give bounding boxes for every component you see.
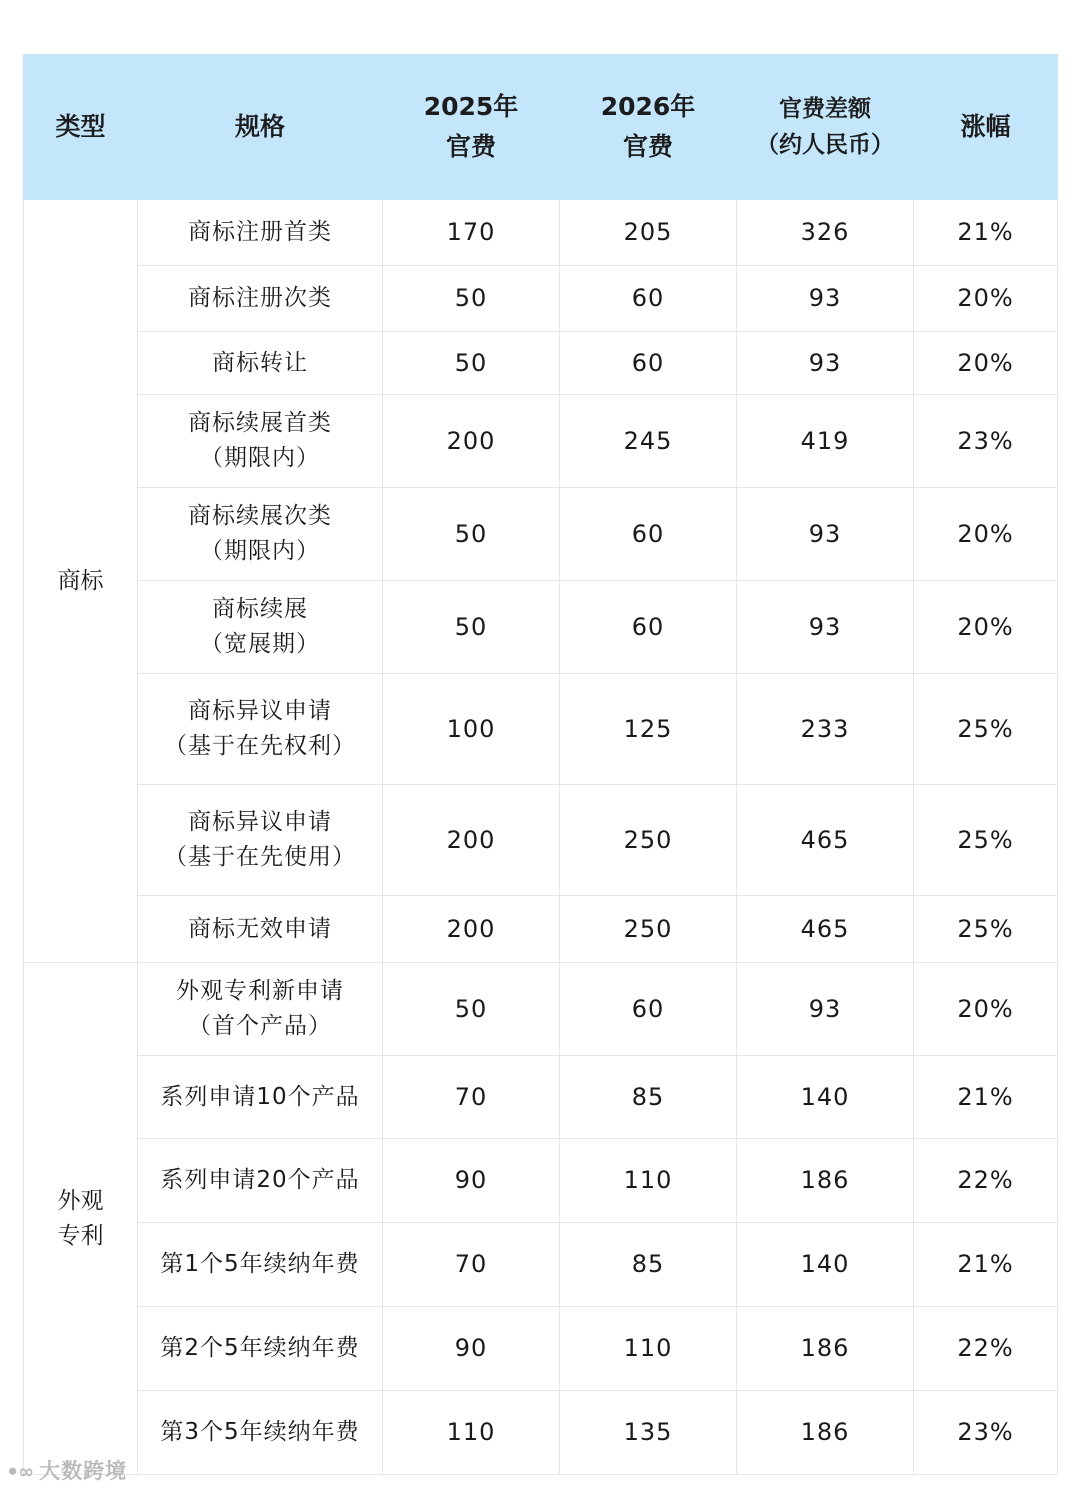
spec-cell bbox=[138, 963, 383, 1056]
fee-2025-cell: 50 bbox=[383, 488, 560, 581]
spec-cell bbox=[138, 1139, 383, 1223]
table-row bbox=[24, 674, 1058, 785]
type-cell-line: 专利 bbox=[57, 1222, 104, 1249]
fee-diff-cell: 93 bbox=[737, 332, 914, 395]
fee-2025-cell: 50 bbox=[383, 963, 560, 1056]
fee-diff-cell: 419 bbox=[737, 395, 914, 488]
table-body bbox=[24, 200, 1058, 1475]
spec-cell bbox=[138, 896, 383, 963]
fee-diff-cell: 186 bbox=[737, 1391, 914, 1475]
fee-2025-cell: 200 bbox=[383, 395, 560, 488]
table-row bbox=[24, 332, 1058, 395]
fee-diff-cell: 140 bbox=[737, 1223, 914, 1307]
table-row bbox=[24, 200, 1058, 266]
table-row bbox=[24, 266, 1058, 332]
fee-2025-cell: 50 bbox=[383, 266, 560, 332]
type-cell bbox=[24, 963, 138, 1475]
fee-diff-cell: 465 bbox=[737, 896, 914, 963]
spec-cell bbox=[138, 395, 383, 488]
fee-2025-cell: 50 bbox=[383, 332, 560, 395]
spec-cell-line: （期限内） bbox=[200, 538, 320, 564]
fee-2026-cell: 245 bbox=[560, 395, 737, 488]
fee-2025-cell: 200 bbox=[383, 896, 560, 963]
spec-cell bbox=[138, 785, 383, 896]
fee-2026-cell: 85 bbox=[560, 1223, 737, 1307]
spec-cell bbox=[138, 581, 383, 674]
header-fee-2025-line2: 官费 bbox=[445, 132, 496, 161]
fee-diff-cell: 93 bbox=[737, 963, 914, 1056]
table-row bbox=[24, 1391, 1058, 1475]
fee-comparison-table-wrap bbox=[23, 54, 1057, 1475]
fee-2026-cell: 110 bbox=[560, 1139, 737, 1223]
fee-diff-cell: 93 bbox=[737, 488, 914, 581]
type-cell-line: 商标 bbox=[57, 567, 104, 594]
rise-cell: 21% bbox=[914, 1056, 1058, 1139]
rise-cell: 20% bbox=[914, 332, 1058, 395]
spec-cell-line: 商标注册首类 bbox=[188, 219, 332, 245]
table-header-row bbox=[24, 55, 1058, 200]
fee-2026-cell: 135 bbox=[560, 1391, 737, 1475]
rise-cell: 22% bbox=[914, 1307, 1058, 1391]
fee-diff-cell: 465 bbox=[737, 785, 914, 896]
fee-2026-cell: 60 bbox=[560, 963, 737, 1056]
rise-cell: 23% bbox=[914, 395, 1058, 488]
spec-cell bbox=[138, 266, 383, 332]
spec-cell-line: 商标无效申请 bbox=[188, 915, 332, 942]
spec-cell-line: 商标异议申请 bbox=[188, 809, 332, 835]
header-fee-2025-line1: 2025年 bbox=[423, 92, 519, 121]
fee-2026-cell: 60 bbox=[560, 332, 737, 395]
spec-cell-line: （基于在先使用） bbox=[164, 844, 356, 870]
type-cell bbox=[24, 200, 138, 963]
fee-2026-cell: 125 bbox=[560, 674, 737, 785]
fee-2026-cell: 110 bbox=[560, 1307, 737, 1391]
type-cell-line: 外观 bbox=[57, 1187, 104, 1214]
fee-diff-cell: 233 bbox=[737, 674, 914, 785]
table-row bbox=[24, 896, 1058, 963]
spec-cell-line: 外观专利新申请 bbox=[176, 978, 344, 1004]
header-type: 类型 bbox=[24, 55, 138, 200]
spec-cell bbox=[138, 200, 383, 266]
header-fee-2026-line2: 官费 bbox=[622, 132, 673, 161]
spec-cell bbox=[138, 1223, 383, 1307]
fee-2026-cell: 250 bbox=[560, 785, 737, 896]
table-row bbox=[24, 581, 1058, 674]
spec-cell-line: 系列申请10个产品 bbox=[160, 1083, 360, 1110]
spec-cell-line: 商标续展首类 bbox=[188, 410, 332, 436]
rise-cell: 23% bbox=[914, 1391, 1058, 1475]
watermark-text: 大数跨境 bbox=[39, 1459, 128, 1483]
fee-diff-cell: 140 bbox=[737, 1056, 914, 1139]
fee-2026-cell: 60 bbox=[560, 266, 737, 332]
watermark bbox=[8, 1455, 127, 1485]
spec-cell-line: 系列申请20个产品 bbox=[160, 1167, 360, 1193]
spec-cell bbox=[138, 332, 383, 395]
spec-cell-line: （首个产品） bbox=[188, 1013, 332, 1039]
spec-cell bbox=[138, 1056, 383, 1139]
fee-comparison-table bbox=[23, 54, 1058, 1475]
rise-cell: 21% bbox=[914, 1223, 1058, 1307]
spec-cell-line: 第1个5年续纳年费 bbox=[160, 1251, 360, 1277]
header-fee-diff bbox=[737, 55, 914, 200]
spec-cell bbox=[138, 1307, 383, 1391]
spec-cell-line: 第3个5年续纳年费 bbox=[160, 1419, 360, 1445]
header-spec: 规格 bbox=[138, 55, 383, 200]
fee-2025-cell: 90 bbox=[383, 1307, 560, 1391]
spec-cell-line: 商标续展 bbox=[212, 596, 308, 622]
table-row bbox=[24, 1056, 1058, 1139]
fee-diff-cell: 186 bbox=[737, 1139, 914, 1223]
spec-cell bbox=[138, 488, 383, 581]
fee-2025-cell: 70 bbox=[383, 1056, 560, 1139]
table-row bbox=[24, 1223, 1058, 1307]
fee-2026-cell: 60 bbox=[560, 488, 737, 581]
header-fee-2026-line1: 2026年 bbox=[600, 92, 696, 121]
table-row bbox=[24, 1307, 1058, 1391]
table-row bbox=[24, 963, 1058, 1056]
fee-2025-cell: 110 bbox=[383, 1391, 560, 1475]
fee-2025-cell: 170 bbox=[383, 200, 560, 266]
spec-cell-line: （期限内） bbox=[200, 445, 320, 471]
header-fee-2026 bbox=[560, 55, 737, 200]
rise-cell: 21% bbox=[914, 200, 1058, 266]
fee-diff-cell: 93 bbox=[737, 581, 914, 674]
fee-2025-cell: 200 bbox=[383, 785, 560, 896]
fee-diff-cell: 186 bbox=[737, 1307, 914, 1391]
table-row bbox=[24, 1139, 1058, 1223]
fee-diff-cell: 93 bbox=[737, 266, 914, 332]
fee-2026-cell: 60 bbox=[560, 581, 737, 674]
spec-cell-line: 商标注册次类 bbox=[188, 285, 332, 311]
spec-cell bbox=[138, 1391, 383, 1475]
fee-2026-cell: 85 bbox=[560, 1056, 737, 1139]
fee-diff-cell: 326 bbox=[737, 200, 914, 266]
fee-2025-cell: 90 bbox=[383, 1139, 560, 1223]
table-row bbox=[24, 785, 1058, 896]
spec-cell-line: 商标续展次类 bbox=[188, 503, 332, 529]
rise-cell: 25% bbox=[914, 785, 1058, 896]
rise-cell: 20% bbox=[914, 581, 1058, 674]
watermark-logo-icon: ꔷ∞ bbox=[8, 1461, 36, 1483]
rise-cell: 20% bbox=[914, 488, 1058, 581]
rise-cell: 25% bbox=[914, 674, 1058, 785]
rise-cell: 25% bbox=[914, 896, 1058, 963]
fee-2025-cell: 50 bbox=[383, 581, 560, 674]
spec-cell-line: （宽展期） bbox=[200, 631, 320, 657]
fee-2025-cell: 70 bbox=[383, 1223, 560, 1307]
table-row bbox=[24, 488, 1058, 581]
fee-2026-cell: 205 bbox=[560, 200, 737, 266]
header-fee-diff-line1: 官费差额 bbox=[779, 96, 871, 122]
rise-cell: 20% bbox=[914, 963, 1058, 1056]
spec-cell-line: 商标异议申请 bbox=[188, 698, 332, 724]
spec-cell-line: （基于在先权利） bbox=[164, 733, 356, 759]
header-fee-2025 bbox=[383, 55, 560, 200]
table-row bbox=[24, 395, 1058, 488]
spec-cell bbox=[138, 674, 383, 785]
header-rise: 涨幅 bbox=[914, 55, 1058, 200]
spec-cell-line: 第2个5年续纳年费 bbox=[160, 1335, 360, 1361]
fee-2025-cell: 100 bbox=[383, 674, 560, 785]
header-fee-diff-line2: （约人民币） bbox=[756, 132, 894, 158]
rise-cell: 20% bbox=[914, 266, 1058, 332]
fee-2026-cell: 250 bbox=[560, 896, 737, 963]
rise-cell: 22% bbox=[914, 1139, 1058, 1223]
spec-cell-line: 商标转让 bbox=[212, 349, 308, 376]
